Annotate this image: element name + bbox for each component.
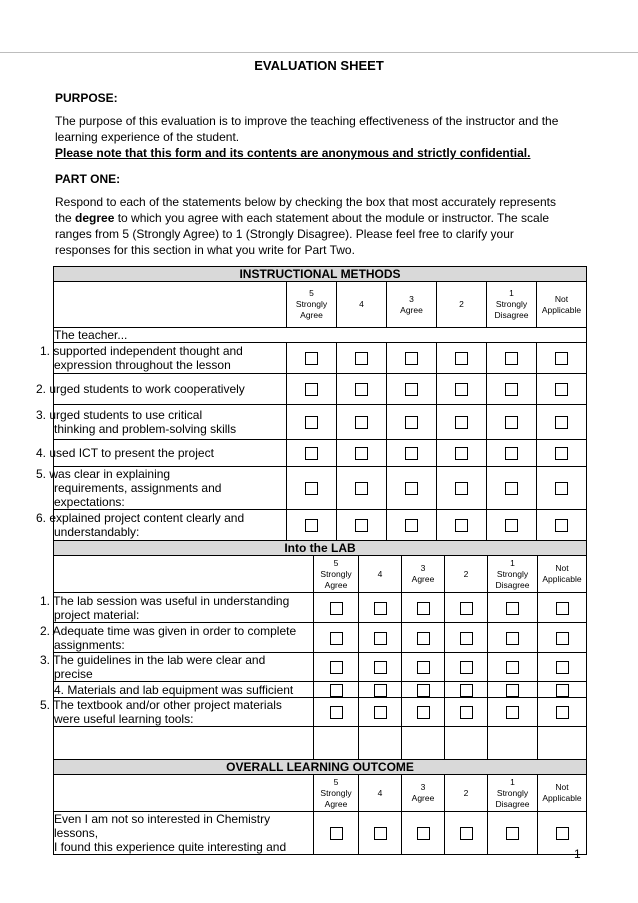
checkbox[interactable] — [556, 706, 569, 719]
scale-4: 4 — [359, 556, 402, 593]
instructional-methods-table — [36, 266, 587, 541]
blank-cell — [54, 556, 314, 593]
statement-text: Even I am not so interested in Chemistry lessons, I found this experience quite interesting and — [54, 812, 314, 855]
checkbox[interactable] — [556, 684, 569, 697]
purpose-label: PURPOSE: — [55, 91, 118, 105]
checkbox[interactable] — [405, 383, 418, 396]
statement-text: 1. supported independent thought and expression throughout the lesson — [54, 343, 287, 374]
checkbox[interactable] — [417, 684, 430, 697]
scale-header-row — [54, 556, 587, 593]
blank-cell — [54, 775, 314, 812]
checkbox[interactable] — [506, 827, 519, 840]
checkbox[interactable] — [305, 519, 318, 532]
table-row — [54, 682, 587, 698]
section-header: INSTRUCTIONAL METHODS — [54, 267, 587, 282]
into-the-lab-table — [40, 540, 587, 855]
checkbox[interactable] — [330, 661, 343, 674]
checkbox[interactable] — [417, 827, 430, 840]
table-row — [54, 593, 587, 623]
checkbox[interactable] — [556, 602, 569, 615]
checkbox[interactable] — [455, 482, 468, 495]
checkbox[interactable] — [455, 352, 468, 365]
table-row — [54, 374, 587, 405]
table-row — [54, 405, 587, 440]
checkbox[interactable] — [374, 602, 387, 615]
instructions-line: responses for this section in what you write for Part Two. — [55, 243, 355, 257]
table-row — [54, 623, 587, 653]
confidentiality-note: Please note that this form and its contents are anonymous and strictly confidential. — [55, 146, 531, 160]
checkbox[interactable] — [505, 447, 518, 460]
checkbox[interactable] — [405, 519, 418, 532]
checkbox[interactable] — [555, 482, 568, 495]
header-rule — [0, 52, 638, 53]
checkbox[interactable] — [506, 661, 519, 674]
scale-2: 2 — [437, 282, 487, 328]
checkbox[interactable] — [460, 706, 473, 719]
table-row — [54, 440, 587, 467]
scale-not-applicable: Not Applicable — [537, 282, 587, 328]
checkbox[interactable] — [505, 416, 518, 429]
checkbox[interactable] — [555, 352, 568, 365]
checkbox[interactable] — [305, 416, 318, 429]
checkbox[interactable] — [355, 352, 368, 365]
scale-1: 1 Strongly Disagree — [488, 775, 538, 812]
checkbox[interactable] — [305, 482, 318, 495]
checkbox[interactable] — [305, 383, 318, 396]
scale-not-applicable: Not Applicable — [538, 775, 587, 812]
table-row — [54, 510, 587, 541]
section-header: OVERALL LEARNING OUTCOME — [54, 760, 587, 775]
checkbox[interactable] — [355, 447, 368, 460]
purpose-line: learning experience of the student. — [55, 130, 240, 144]
scale-2: 2 — [445, 775, 488, 812]
checkbox[interactable] — [374, 684, 387, 697]
statement-text: 2. urged students to work cooperatively — [54, 374, 287, 405]
checkbox[interactable] — [506, 602, 519, 615]
checkbox[interactable] — [330, 684, 343, 697]
scale-5: 5 Strongly Agree — [314, 556, 359, 593]
checkbox[interactable] — [455, 519, 468, 532]
instructions-fragment: the — [55, 211, 76, 225]
table-row — [54, 467, 587, 510]
checkbox[interactable] — [355, 482, 368, 495]
scale-2: 2 — [445, 556, 488, 593]
checkbox[interactable] — [460, 632, 473, 645]
checkbox[interactable] — [330, 602, 343, 615]
checkbox[interactable] — [355, 519, 368, 532]
scale-header-row — [54, 282, 587, 328]
checkbox[interactable] — [555, 416, 568, 429]
checkbox[interactable] — [556, 632, 569, 645]
checkbox[interactable] — [305, 352, 318, 365]
checkbox[interactable] — [505, 352, 518, 365]
statement-text: 1. The lab session was useful in understanding project material: — [54, 593, 314, 623]
scale-not-applicable: Not Applicable — [538, 556, 587, 593]
checkbox[interactable] — [555, 519, 568, 532]
purpose-text — [55, 113, 587, 161]
statement-text: 4. used ICT to present the project — [54, 440, 287, 467]
statement-text: 6. explained project content clearly and understandably: — [54, 510, 287, 541]
checkbox[interactable] — [460, 684, 473, 697]
instructions-emphasis: degree — [75, 211, 115, 225]
checkbox[interactable] — [556, 827, 569, 840]
section-header: Into the LAB — [54, 541, 587, 556]
intro-text: The teacher... — [54, 328, 587, 343]
checkbox[interactable] — [417, 632, 430, 645]
checkbox[interactable] — [417, 706, 430, 719]
table-row — [54, 343, 587, 374]
checkbox[interactable] — [330, 632, 343, 645]
scale-5: 5 Strongly Agree — [314, 775, 359, 812]
statement-text: 5. The textbook and/or other project materials were useful learning tools: — [54, 698, 314, 727]
checkbox[interactable] — [355, 383, 368, 396]
checkbox[interactable] — [374, 632, 387, 645]
checkbox[interactable] — [506, 632, 519, 645]
checkbox[interactable] — [505, 482, 518, 495]
checkbox[interactable] — [330, 827, 343, 840]
statement-text: 3. urged students to use critical thinking and problem-solving skills — [54, 405, 287, 440]
instructions-fragment: to which you agree with each statement about the module or instructor. The scale — [114, 211, 550, 225]
checkbox[interactable] — [330, 706, 343, 719]
checkbox[interactable] — [417, 602, 430, 615]
purpose-line: The purpose of this evaluation is to improve the teaching effectiveness of the instructor and the — [55, 114, 559, 128]
checkbox[interactable] — [455, 447, 468, 460]
checkbox[interactable] — [417, 661, 430, 674]
table-row — [54, 812, 587, 855]
checkbox[interactable] — [405, 416, 418, 429]
checkbox[interactable] — [374, 706, 387, 719]
scale-4: 4 — [359, 775, 402, 812]
checkbox[interactable] — [506, 684, 519, 697]
checkbox[interactable] — [460, 602, 473, 615]
blank-cell — [54, 282, 287, 328]
scale-3: 3 Agree — [402, 775, 445, 812]
checkbox[interactable] — [505, 383, 518, 396]
statement-text: 4. Materials and lab equipment was sufficient — [54, 682, 314, 698]
checkbox[interactable] — [505, 519, 518, 532]
page-title: EVALUATION SHEET — [254, 58, 384, 73]
instructions-line: Respond to each of the statements below by checking the box that most accurately represents — [55, 195, 556, 209]
statement-text: 3. The guidelines in the lab were clear and precise — [54, 653, 314, 682]
checkbox[interactable] — [460, 827, 473, 840]
scale-1: 1 Strongly Disagree — [487, 282, 537, 328]
table-row — [54, 698, 587, 727]
checkbox[interactable] — [405, 352, 418, 365]
scale-4: 4 — [337, 282, 387, 328]
statement-text: 5. was clear in explaining requirements, assignments and expectations: — [54, 467, 287, 510]
checkbox[interactable] — [405, 482, 418, 495]
empty-row — [54, 727, 587, 760]
checkbox[interactable] — [305, 447, 318, 460]
intro-row — [54, 328, 587, 343]
page-number: 1 — [574, 847, 581, 861]
checkbox[interactable] — [460, 661, 473, 674]
scale-header-row — [54, 775, 587, 812]
checkbox[interactable] — [506, 706, 519, 719]
instructions-line: ranges from 5 (Strongly Agree) to 1 (Strongly Disagree). Please feel free to clarify your — [55, 227, 514, 241]
scale-1: 1 Strongly Disagree — [488, 556, 538, 593]
checkbox[interactable] — [374, 661, 387, 674]
scale-5: 5 Strongly Agree — [287, 282, 337, 328]
checkbox[interactable] — [455, 416, 468, 429]
checkbox[interactable] — [555, 383, 568, 396]
checkbox[interactable] — [374, 827, 387, 840]
checkbox[interactable] — [555, 447, 568, 460]
scale-3: 3 Agree — [402, 556, 445, 593]
instructions-line — [55, 210, 587, 226]
statement-text: 2. Adequate time was given in order to complete assignments: — [54, 623, 314, 653]
scale-3: 3 Agree — [387, 282, 437, 328]
checkbox[interactable] — [355, 416, 368, 429]
part-one-label: PART ONE: — [55, 172, 121, 186]
table-row — [54, 653, 587, 682]
instructions-text — [55, 194, 587, 258]
checkbox[interactable] — [405, 447, 418, 460]
checkbox[interactable] — [556, 661, 569, 674]
checkbox[interactable] — [455, 383, 468, 396]
